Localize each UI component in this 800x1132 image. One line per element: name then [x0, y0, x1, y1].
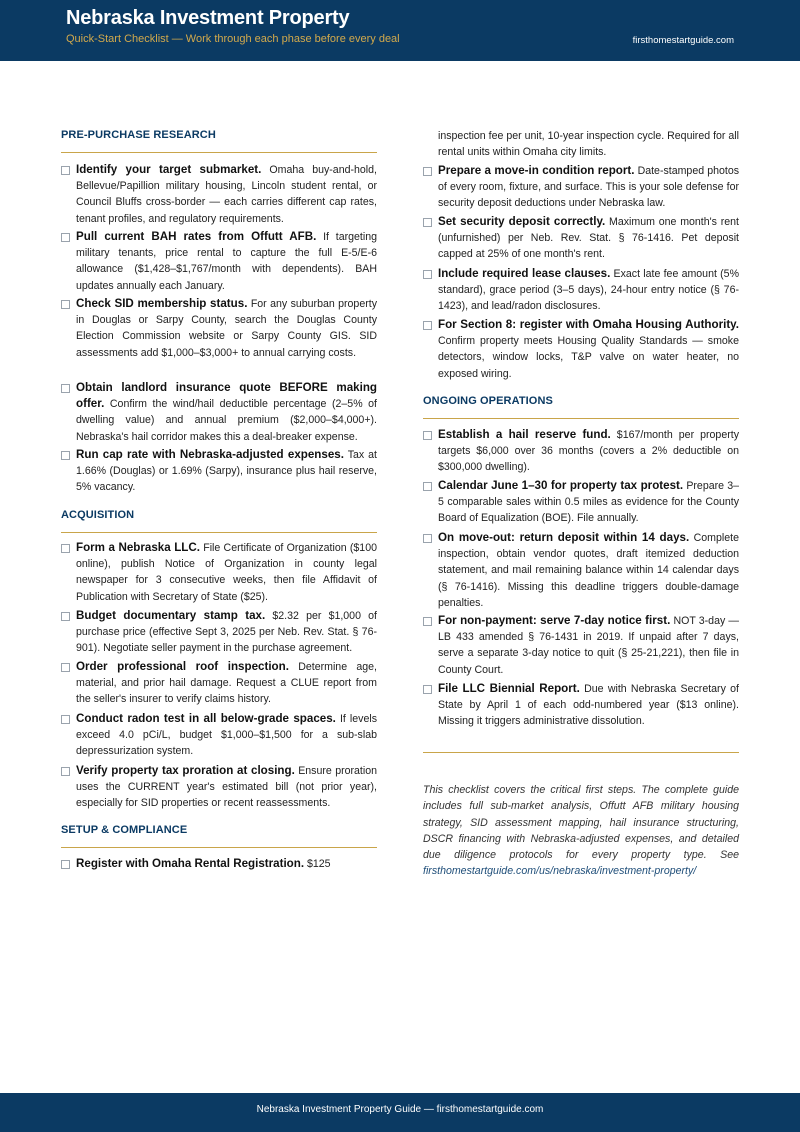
page-title: Nebraska Investment Property [66, 7, 350, 29]
checklist-item[interactable]: Prepare a move-in condition report. Date-stamped photos of every room, fixture, and surface. This is your sole defense for security deposit deductions under Nebraska law. [423, 163, 739, 212]
checkbox-icon[interactable] [423, 218, 432, 227]
section-divider [61, 847, 377, 848]
section-divider [423, 418, 739, 419]
checklist-item[interactable]: Order professional roof inspection. Determine age, material, and prior hail damage. Request a CLUE report from the seller's insurer to verify claims history. [61, 659, 377, 708]
checklist-item[interactable]: Pull current BAH rates from Offutt AFB. If targeting military tenants, price rental to capture the full E-5/E-6 allowance ($1,428–$1,767/month with dependents). BAH updates annually each January. [61, 229, 377, 294]
checkbox-icon[interactable] [423, 431, 432, 440]
checkbox-icon[interactable] [61, 663, 70, 672]
checkbox-icon[interactable] [61, 300, 70, 309]
checklist-item[interactable]: Verify property tax proration at closing. Ensure proration uses the CURRENT year's estimated bill (not prior year), especially for SID properties or recent reassessments. [61, 763, 377, 812]
checklist-item[interactable]: Set security deposit correctly. Maximum one month's rent (unfurnished) per Neb. Rev. Stat. § 76-1416. Pet deposit capped at 25% of one month's rent. [423, 214, 739, 263]
checkbox-icon[interactable] [423, 617, 432, 626]
section-title-ongoing: ONGOING OPERATIONS [423, 395, 553, 407]
checklist-item[interactable]: Include required lease clauses. Exact late fee amount (5% standard), grace period (3–5 days), 24-hour entry notice (§ 76-1423), and lead/radon disclosures. [423, 266, 739, 315]
section-divider [61, 152, 377, 153]
checkbox-icon[interactable] [423, 534, 432, 543]
section-title-pre-purchase: PRE-PURCHASE RESEARCH [61, 129, 216, 141]
page-footer [0, 1093, 800, 1132]
checkbox-icon[interactable] [61, 715, 70, 724]
checkbox-icon[interactable] [61, 860, 70, 869]
checklist-item[interactable]: Form a Nebraska LLC. File Certificate of Organization ($100 online), publish Notice of Organization in county legal newspaper for 3 consecutive weeks, then file Affidavit of Publication with Secretary of State ($25). [61, 540, 377, 605]
checklist-item[interactable]: Conduct radon test in all below-grade spaces. If levels exceed 4.0 pCi/L, budget $1,000–$1,500 for a sub-slab depressurization system. [61, 711, 377, 760]
checklist-item[interactable]: Identify your target submarket. Omaha buy-and-hold, Bellevue/Papillion military housing, Lincoln student rental, or Council Bluffs cross-border — each carries different cap rates, tenant profiles, and regulatory requirements. [61, 162, 377, 227]
checklist-item[interactable]: Check SID membership status. For any suburban property in Douglas or Sarpy County, search the Douglas County Election Commission website or Sarpy County GIS. SID assessments add $1,000–$3,000+ to annual carrying costs. [61, 296, 377, 361]
checkbox-icon[interactable] [61, 166, 70, 175]
checkbox-icon[interactable] [61, 233, 70, 242]
section-divider [423, 752, 739, 753]
checklist-item[interactable]: Establish a hail reserve fund. $167/month per property targets $6,000 over 36 months (covers a 2% deductible on $300,000 dwelling). [423, 427, 739, 476]
closing-note: This checklist covers the critical first steps. The complete guide includes full sub-market analysis, Offutt AFB military housing strategy, SID assessment mapping, hail insurance structuring, DSCR financing with Nebraska-adjusted expenses, and detailed due diligence protocols for every property type. See firsthomestartguide.com/us/nebraska/investment-property/ [423, 784, 739, 878]
checkbox-icon[interactable] [423, 321, 432, 330]
footer-text: Nebraska Investment Property Guide — firsthomestartguide.com [256, 1104, 544, 1115]
checklist-item[interactable]: On move-out: return deposit within 14 days. Complete inspection, obtain vendor quotes, draft itemized deduction statement, and mail remaining balance within 14 calendar days (§ 76-1416). Missing this deadline triggers double-damage penalties. [423, 530, 739, 611]
checklist-item[interactable]: For non-payment: serve 7-day notice first. NOT 3-day — LB 433 amended § 76-1431 in 2019. If unpaid after 7 days, serve a separate 3-day notice to quit (§ 25-21,221), then file in County Court. [423, 613, 739, 678]
checkbox-icon[interactable] [61, 767, 70, 776]
section-divider [61, 532, 377, 533]
checkbox-icon[interactable] [61, 612, 70, 621]
checkbox-icon[interactable] [423, 482, 432, 491]
guide-link[interactable]: firsthomestartguide.com/us/nebraska/investment-property/ [423, 865, 697, 878]
checklist-item[interactable]: Run cap rate with Nebraska-adjusted expenses. Tax at 1.66% (Douglas) or 1.69% (Sarpy), insurance plus hail reserve, 5% vacancy. [61, 447, 377, 496]
section-title-acquisition: ACQUISITION [61, 509, 135, 521]
checkbox-icon[interactable] [423, 685, 432, 694]
checklist-item[interactable]: Calendar June 1–30 for property tax protest. Prepare 3–5 comparable sales within 0.5 miles as evidence for the County Board of Equalization (BOE). File annually. [423, 478, 739, 527]
checklist-item[interactable]: Budget documentary stamp tax. $2.32 per $1,000 of purchase price (effective Sept 3, 2025 per Neb. Rev. Stat. § 76-901). Negotiate seller payment in the purchase agreement. [61, 608, 377, 657]
section-title-setup: SETUP & COMPLIANCE [61, 824, 188, 836]
header-site-link[interactable]: firsthomestartguide.com [632, 35, 734, 46]
checklist-item[interactable]: File LLC Biennial Report. Due with Nebraska Secretary of State by April 1 of each odd-numbered year ($13 online). Missing it triggers administrative dissolution. [423, 681, 739, 730]
checklist-item[interactable]: For Section 8: register with Omaha Housing Authority. Confirm property meets Housing Quality Standards — smoke detectors, window locks, T&P valve on water heater, no exposed wiring. [423, 317, 739, 382]
page-header [0, 0, 800, 61]
checklist-item[interactable]: Register with Omaha Rental Registration. $125 [61, 856, 377, 872]
checklist-item-continued: inspection fee per unit, 10-year inspection cycle. Required for all rental units within Omaha city limits. [438, 130, 739, 159]
checkbox-icon[interactable] [61, 451, 70, 460]
checklist-item[interactable]: Obtain landlord insurance quote BEFORE making offer. Confirm the wind/hail deductible percentage (2–5% of dwelling value) and annual premium ($2,000–$4,000+). Nebraska's hail corridor makes this a deal-breaker expense. [61, 380, 377, 445]
checkbox-icon[interactable] [61, 544, 70, 553]
checkbox-icon[interactable] [423, 167, 432, 176]
checkbox-icon[interactable] [423, 270, 432, 279]
page-subtitle: Quick-Start Checklist — Work through each phase before every deal [66, 33, 400, 45]
checkbox-icon[interactable] [61, 384, 70, 393]
